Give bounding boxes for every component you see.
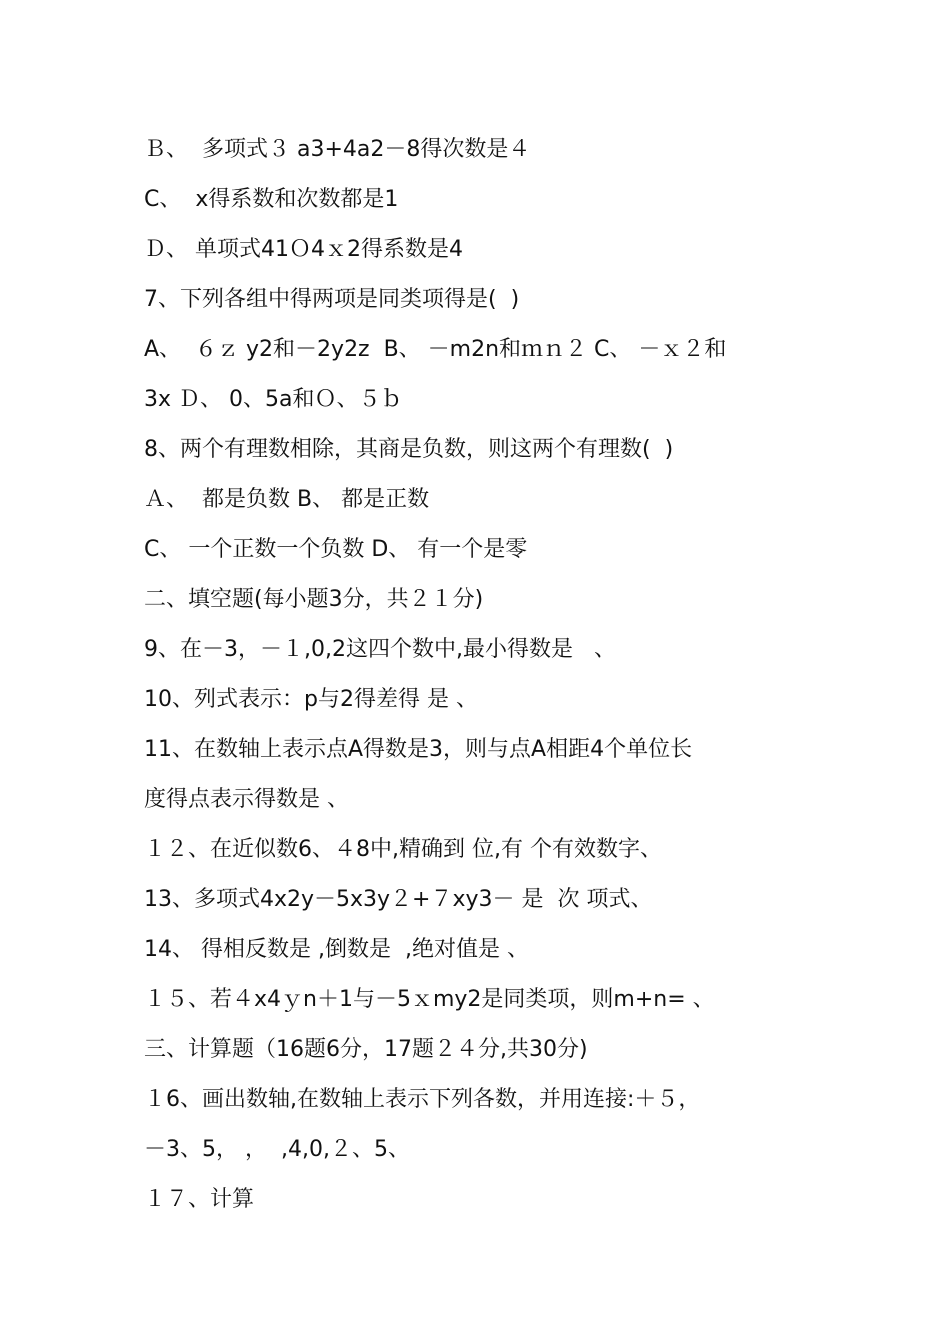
question-7-option-d: 3x Ｄ、 0、5a和Ｏ、５ｂ bbox=[144, 387, 403, 412]
document-body bbox=[144, 128, 824, 1228]
question-11: 11、在数轴上表示点A得数是3，则与点A相距4个单位长 bbox=[144, 737, 693, 762]
question-11-continued: 度得点表示得数是 、 bbox=[144, 787, 349, 812]
question-8-options-a-b: Ａ、 都是负数 B、 都是正数 bbox=[144, 487, 430, 512]
question-16: １6、画出数轴,在数轴上表示下列各数，并用连接:＋５， bbox=[144, 1087, 701, 1112]
question-9: 9、在－3，－１,0,2这四个数中,最小得数是 、 bbox=[144, 637, 616, 662]
question-13: 13、多项式4x2y－5x3y２+７xy3－ 是 次 项式、 bbox=[144, 887, 653, 912]
section-3-heading: 三、计算题（16题6分，17题２４分,共30分) bbox=[144, 1037, 588, 1062]
option-b-line: Ｂ、 多项式３ a3+4a2－8得次数是４ bbox=[144, 137, 531, 162]
question-16-continued: －3、5， ， ,4,0,２、5、 bbox=[144, 1137, 410, 1162]
question-15: １５、若４x4ｙn＋1与－5ｘmy2是同类项，则m+n= 、 bbox=[144, 987, 715, 1012]
question-8: 8、两个有理数相除，其商是负数，则这两个有理数( ) bbox=[144, 437, 674, 462]
question-10: 10、列式表示：p与2得差得 是 、 bbox=[144, 687, 478, 712]
question-7: 7、下列各组中得两项是同类项得是( ) bbox=[144, 287, 520, 312]
question-7-options-a-c: A、 ６ｚ y2和－2y2z B、 －m2n和ｍｎ２ C、 －ｘ２和 bbox=[144, 337, 727, 362]
question-14: 14、 得相反数是 ,倒数是 ,绝对值是 、 bbox=[144, 937, 529, 962]
option-d-line: Ｄ、 单项式41Ｏ4ｘ2得系数是4 bbox=[144, 237, 463, 262]
option-c-line: C、 x得系数和次数都是1 bbox=[144, 187, 399, 212]
question-12: １２、在近似数6、４8中,精确到 位,有 个有效数字、 bbox=[144, 837, 662, 862]
section-2-heading: 二、填空题(每小题3分，共２１分) bbox=[144, 587, 484, 612]
question-8-options-c-d: C、 一个正数一个负数 D、 有一个是零 bbox=[144, 537, 528, 562]
question-17: １７、计算 bbox=[144, 1187, 255, 1212]
